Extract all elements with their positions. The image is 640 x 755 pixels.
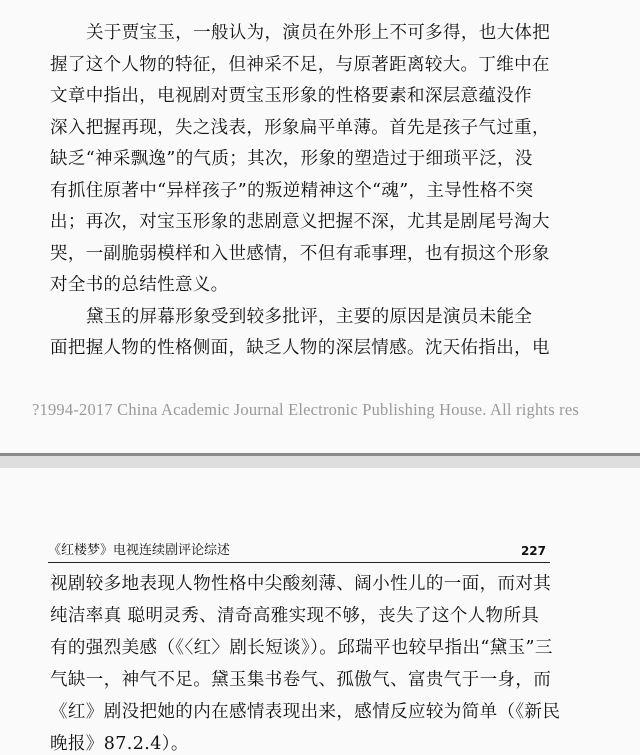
text-line: 文章中指出，电视剧对贾宝玉形象的性格要素和深层意蕴没作 [50, 86, 532, 106]
running-header-title: 《红楼梦》电视连续剧评论综述 [48, 543, 231, 558]
scanned-page-bottom [0, 468, 640, 755]
text-line: 有的强烈美感（《〈红〉剧长短谈》）。邱瑞平也较早指出“黛玉”三 [50, 638, 553, 658]
page-gap [0, 456, 640, 468]
copyright-watermark: ?1994-2017 China Academic Journal Electronic Publishing House. All rights res [32, 400, 579, 419]
text-line: 气缺一，神气不足。黛玉集书卷气、孤傲气、富贵气于一身，而 [50, 670, 552, 690]
text-line: 缺乏“神采飘逸”的气质；其次，形象的塑造过于细琐平泛，没 [50, 149, 533, 169]
text-line: 晚报》87.2.4）。 [50, 734, 189, 754]
text-line: 握了这个人物的特征，但神采不足，与原著距离较大。丁维中在 [50, 54, 550, 75]
text-line: 关于贾宝玉，一般认为，演员在外形上不可多得，也大体把 [86, 23, 551, 43]
running-header [48, 538, 550, 563]
text-line: 视剧较多地表现人物性格中尖酸刻薄、阔小性儿的一面，而对其 [50, 574, 552, 594]
text-line: 对全书的总结性意义。 [50, 275, 229, 295]
text-line: 深入把握再现，失之浅表，形象扁平单薄。首先是孩子气过重， [50, 117, 550, 138]
text-line: 有抓住原著中“异样孩子”的叛逆精神这个“魂”，主导性格不突 [50, 180, 534, 201]
text-line: 纯洁率真 聪明灵秀、清奇高雅实现不够，丧失了这个人物所具 [50, 606, 540, 626]
cut-off-line [50, 10, 570, 18]
text-line: 黛玉的屏幕形象受到较多批评，主要的原因是演员未能全 [86, 306, 533, 327]
text-line: 出；再次，对宝玉形象的悲剧意义把握不深，尤其是剧尾号淘大 [50, 212, 550, 232]
text-line: 哭，一副脆弱模样和入世感情，不但有乖事理，也有损这个形象 [50, 243, 550, 264]
body-text-bottom [50, 568, 570, 755]
text-line: 《红》剧没把她的内在感情表现出来，感情反应较为简单（《新民 [50, 702, 561, 722]
body-text-top [50, 10, 570, 365]
text-line: 面把握人物的性格侧面，缺乏人物的深层情感。沈天佑指出，电 [50, 338, 550, 358]
page-number: 227 [520, 544, 546, 558]
